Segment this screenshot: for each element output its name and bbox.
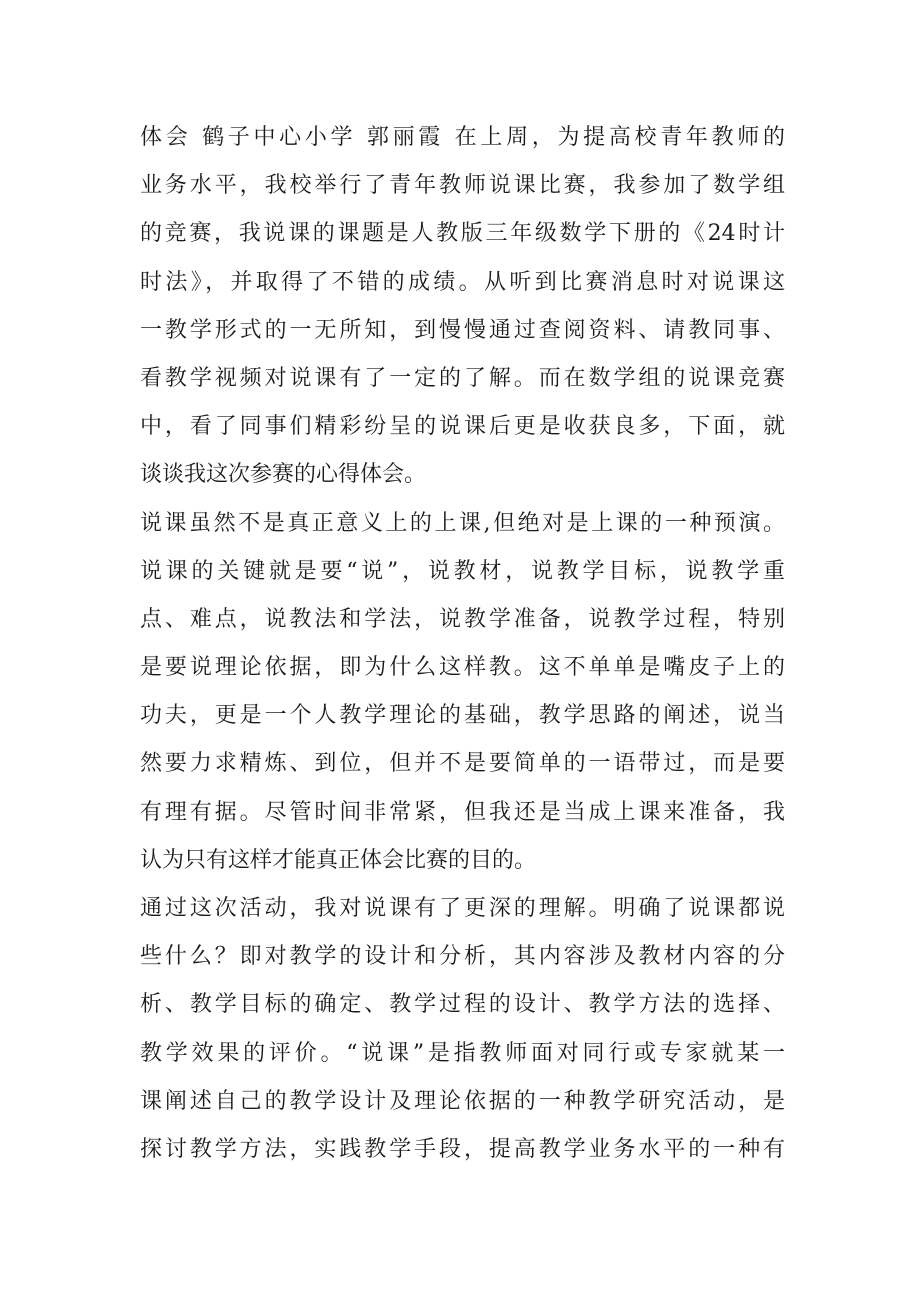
text-line: 功夫，更是一个人教学理论的基础，教学思路的阐述，说当 [140,703,785,729]
text-line: 探讨教学方法，实践教学手段，提高教学业务水平的一种有 [140,1136,785,1162]
text-line: 时法》，并取得了不错的成绩。从听到比赛消息时对说课这 [140,269,785,295]
text-line: 有理有据。尽管时间非常紧，但我还是当成上课来准备，我 [140,799,785,825]
text-line: 说课虽然不是真正意义上的上课,但绝对是上课的一种预演。 [140,510,785,536]
text-line: 析、教学目标的确定、教学过程的设计、教学方法的选择、 [140,992,785,1018]
text-line: 体会 鹤子中心小学 郭丽霞 在上周，为提高校青年教师的 [140,125,785,150]
text-line: 中，看了同事们精彩纷呈的说课后更是收获良多，下面，就 [140,414,785,440]
text-line: 点、难点，说教法和学法，说教学准备，说教学过程，特别 [140,606,785,632]
text-line: 谈谈我这次参赛的心得体会。 [140,462,427,488]
text-line: 说课的关键就是要“说”，说教材，说教学目标，说教学重 [140,558,785,584]
text-line: 的竞赛，我说课的课题是人教版三年级数学下册的《24时计 [140,221,785,247]
text-line: 业务水平，我校举行了青年教师说课比赛，我参加了数学组 [140,173,785,199]
text-line: 教学效果的评价。“说课”是指教师面对同行或专家就某一 [140,1040,785,1066]
text-line: 认为只有这样才能真正体会比赛的目的。 [140,847,537,873]
text-line: 一教学形式的一无所知，到慢慢通过查阅资料、请教同事、 [140,317,785,343]
document-body [140,114,785,1174]
text-line: 些什么？即对教学的设计和分析，其内容涉及教材内容的分 [140,944,785,970]
text-line: 是要说理论依据，即为什么这样教。这不单单是嘴皮子上的 [140,655,785,681]
text-line: 课阐述自己的教学设计及理论依据的一种教学研究活动，是 [140,1088,785,1114]
text-line: 看教学视频对说课有了一定的了解。而在数学组的说课竞赛 [140,365,785,391]
text-line: 然要力求精炼、到位，但并不是要简单的一语带过，而是要 [140,751,785,777]
text-line: 通过这次活动，我对说课有了更深的理解。明确了说课都说 [140,896,785,921]
